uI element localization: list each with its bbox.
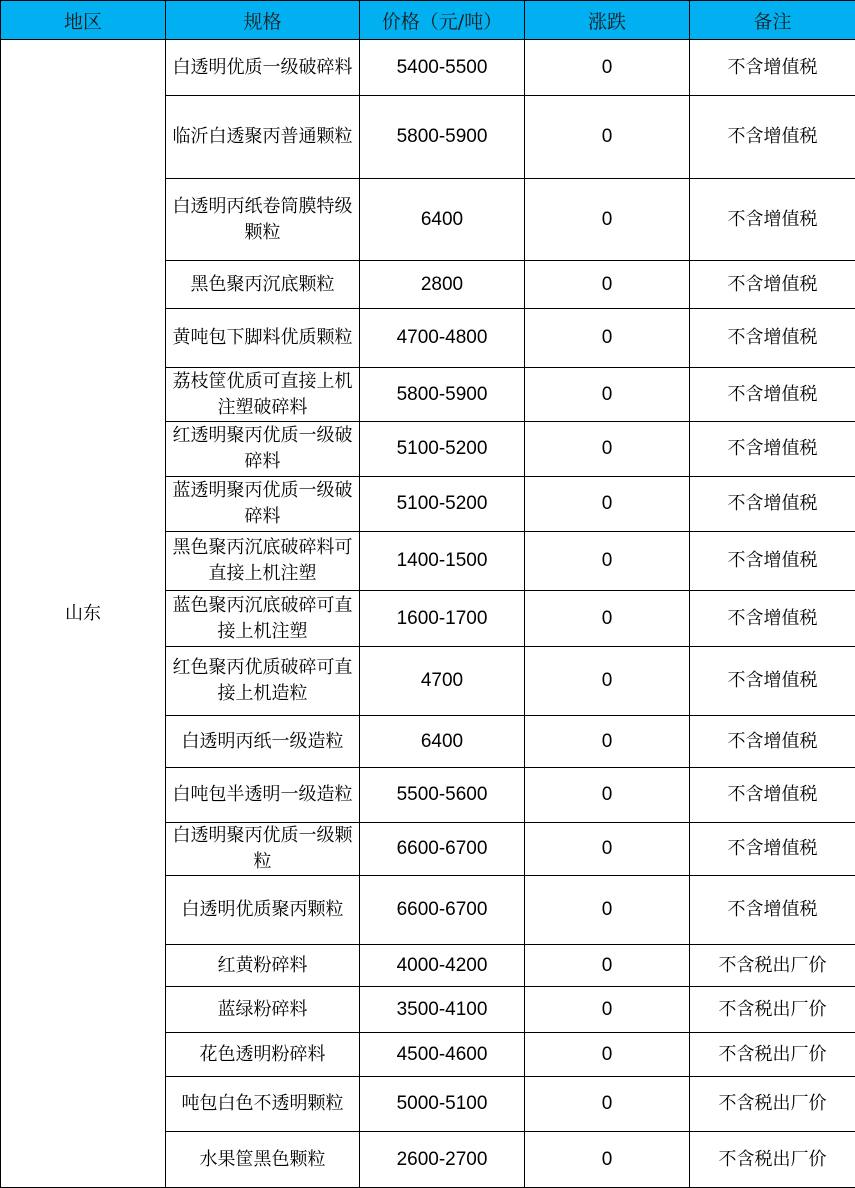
spec-cell: 白吨包半透明一级造粒: [166, 768, 360, 823]
change-cell: 0: [525, 422, 690, 477]
note-cell: 不含增值税: [690, 477, 855, 532]
price-cell: 5400-5500: [360, 40, 525, 96]
header-spec: 规格: [166, 1, 360, 40]
price-cell: 2800: [360, 261, 525, 309]
spec-cell: 临沂白透聚丙普通颗粒: [166, 96, 360, 179]
spec-cell: 白透明丙纸卷筒膜特级颗粒: [166, 179, 360, 261]
note-cell: 不含增值税: [690, 532, 855, 591]
header-row: [1, 1, 855, 40]
spec-cell: 红透明聚丙优质一级破碎料: [166, 422, 360, 477]
price-cell: 5100-5200: [360, 477, 525, 532]
change-cell: 0: [525, 1077, 690, 1132]
price-cell: 5800-5900: [360, 96, 525, 179]
change-cell: 0: [525, 823, 690, 876]
note-cell: 不含增值税: [690, 309, 855, 368]
note-cell: 不含税出厂价: [690, 1077, 855, 1132]
price-cell: 2600-2700: [360, 1132, 525, 1188]
spec-cell: 花色透明粉碎料: [166, 1033, 360, 1077]
price-cell: 6400: [360, 179, 525, 261]
spec-cell: 白透明聚丙优质一级颗粒: [166, 823, 360, 876]
header-note: 备注: [690, 1, 855, 40]
price-cell: 6600-6700: [360, 876, 525, 945]
change-cell: 0: [525, 876, 690, 945]
note-cell: 不含增值税: [690, 96, 855, 179]
spec-cell: 黑色聚丙沉底破碎料可直接上机注塑: [166, 532, 360, 591]
spec-cell: 水果筐黑色颗粒: [166, 1132, 360, 1188]
price-cell: 6400: [360, 716, 525, 768]
spec-cell: 吨包白色不透明颗粒: [166, 1077, 360, 1132]
price-cell: 1600-1700: [360, 591, 525, 647]
price-cell: 5800-5900: [360, 368, 525, 422]
price-cell: 5000-5100: [360, 1077, 525, 1132]
header-change: 涨跌: [525, 1, 690, 40]
note-cell: 不含增值税: [690, 876, 855, 945]
region-cell: 山东: [1, 40, 166, 1188]
spec-cell: 白透明优质一级破碎料: [166, 40, 360, 96]
change-cell: 0: [525, 477, 690, 532]
change-cell: 0: [525, 1132, 690, 1188]
spec-cell: 黑色聚丙沉底颗粒: [166, 261, 360, 309]
note-cell: 不含税出厂价: [690, 987, 855, 1033]
change-cell: 0: [525, 532, 690, 591]
change-cell: 0: [525, 179, 690, 261]
note-cell: 不含增值税: [690, 40, 855, 96]
note-cell: 不含增值税: [690, 368, 855, 422]
note-cell: 不含增值税: [690, 591, 855, 647]
spec-cell: 蓝透明聚丙优质一级破碎料: [166, 477, 360, 532]
note-cell: 不含税出厂价: [690, 1033, 855, 1077]
note-cell: 不含增值税: [690, 768, 855, 823]
note-cell: 不含增值税: [690, 261, 855, 309]
header-region: 地区: [1, 1, 166, 40]
price-cell: 4500-4600: [360, 1033, 525, 1077]
price-cell: 6600-6700: [360, 823, 525, 876]
change-cell: 0: [525, 987, 690, 1033]
change-cell: 0: [525, 647, 690, 716]
note-cell: 不含税出厂价: [690, 945, 855, 987]
spec-cell: 白透明优质聚丙颗粒: [166, 876, 360, 945]
change-cell: 0: [525, 261, 690, 309]
spec-cell: 黄吨包下脚料优质颗粒: [166, 309, 360, 368]
change-cell: 0: [525, 96, 690, 179]
note-cell: 不含税出厂价: [690, 1132, 855, 1188]
spec-cell: 荔枝筐优质可直接上机注塑破碎料: [166, 368, 360, 422]
table-row: [1, 40, 855, 96]
price-cell: 4700-4800: [360, 309, 525, 368]
price-cell: 5500-5600: [360, 768, 525, 823]
change-cell: 0: [525, 716, 690, 768]
price-cell: 1400-1500: [360, 532, 525, 591]
note-cell: 不含增值税: [690, 422, 855, 477]
header-price: 价格（元/吨）: [360, 1, 525, 40]
note-cell: 不含增值税: [690, 716, 855, 768]
change-cell: 0: [525, 40, 690, 96]
change-cell: 0: [525, 309, 690, 368]
spec-cell: 白透明丙纸一级造粒: [166, 716, 360, 768]
change-cell: 0: [525, 945, 690, 987]
spec-cell: 蓝色聚丙沉底破碎可直接上机注塑: [166, 591, 360, 647]
note-cell: 不含增值税: [690, 823, 855, 876]
price-cell: 4700: [360, 647, 525, 716]
spec-cell: 红黄粉碎料: [166, 945, 360, 987]
spec-cell: 蓝绿粉碎料: [166, 987, 360, 1033]
price-cell: 4000-4200: [360, 945, 525, 987]
change-cell: 0: [525, 591, 690, 647]
change-cell: 0: [525, 368, 690, 422]
note-cell: 不含增值税: [690, 179, 855, 261]
note-cell: 不含增值税: [690, 647, 855, 716]
price-cell: 3500-4100: [360, 987, 525, 1033]
spec-cell: 红色聚丙优质破碎可直接上机造粒: [166, 647, 360, 716]
change-cell: 0: [525, 1033, 690, 1077]
change-cell: 0: [525, 768, 690, 823]
price-cell: 5100-5200: [360, 422, 525, 477]
